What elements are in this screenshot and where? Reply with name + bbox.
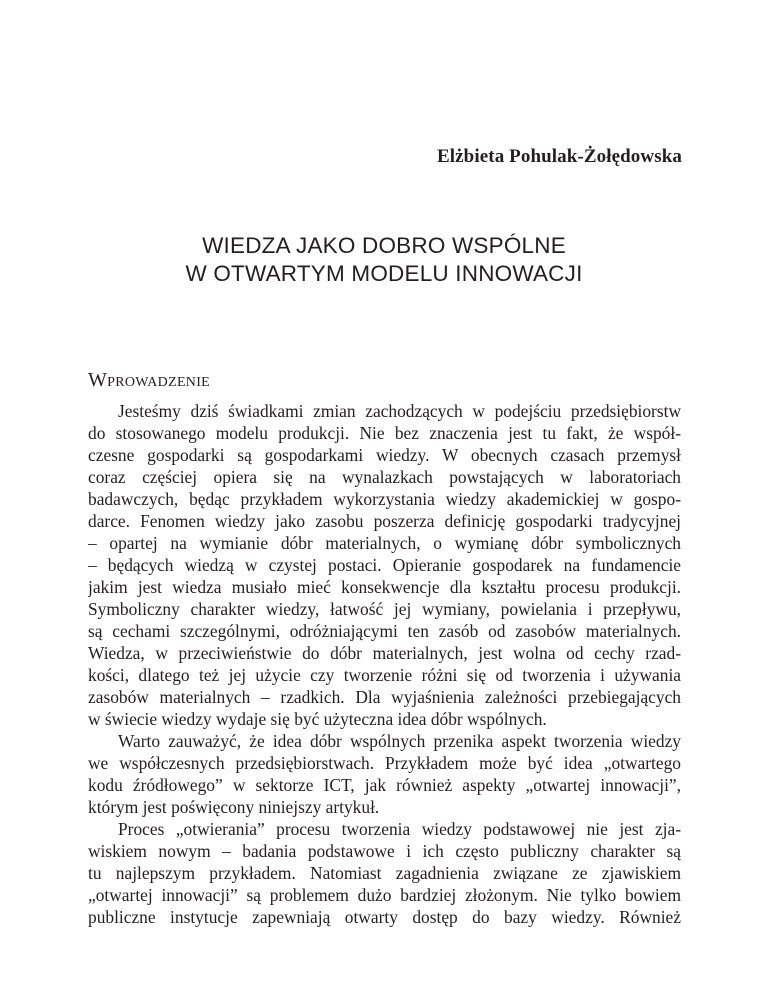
- text-line: wiskiem nowym – badania podstawowe i ich często publiczny charakter są: [88, 841, 681, 861]
- text-line: – będących wiedzą w czystej postaci. Opieranie gospodarek na fundamencie: [88, 555, 681, 575]
- section-heading: Wprowadzenie: [88, 369, 211, 391]
- text-line: „otwartej innowacji” są problemem dużo bardziej złożonym. Nie tylko bowiem: [88, 885, 681, 905]
- text-line: w świecie wiedzy wydaje się być użyteczna idea dóbr wspólnych.: [88, 709, 547, 729]
- chapter-title-line-1: WIEDZA JAKO DOBRO WSPÓLNE: [202, 233, 566, 258]
- text-line: czesne gospodarki są gospodarkami wiedzy. W obecnych czasach przemysł: [88, 445, 681, 465]
- text-line: darce. Fenomen wiedzy jako zasobu poszerza definicję gospodarki tradycyjnej: [88, 511, 681, 531]
- text-line: Symboliczny charakter wiedzy, łatwość jej wymiany, powielania i przepływu,: [88, 599, 681, 619]
- text-line: Warto zauważyć, że idea dóbr wspólnych przenika aspekt tworzenia wiedzy: [118, 731, 681, 751]
- text-line: tu najlepszym przykładem. Natomiast zagadnienia związane ze zjawiskiem: [88, 863, 681, 883]
- text-line: we współczesnych przedsiębiorstwach. Przykładem może być idea „otwartego: [88, 753, 681, 773]
- paragraph: [88, 818, 681, 928]
- text-line: są cechami szczególnymi, odróżniającymi ten zasób od zasobów materialnych.: [88, 621, 681, 641]
- text-line: do stosowanego modelu produkcji. Nie bez znaczenia jest tu fakt, że współ-: [88, 423, 681, 443]
- chapter-title-line-2: W OTWARTYM MODELU INNOWACJI: [185, 261, 583, 286]
- chapter-title: [0, 232, 768, 288]
- text-line: publiczne instytucje zapewniają otwarty dostęp do bazy wiedzy. Również: [88, 907, 681, 927]
- paragraph: [88, 400, 681, 730]
- text-line: kości, dlatego też jej użycie czy tworzenie różni się od tworzenia i używania: [88, 665, 681, 685]
- text-line: badawczych, będąc przykładem wykorzystania wiedzy akademickiej w gospo-: [88, 489, 681, 509]
- author-name: Elżbieta Pohulak-Żołędowska: [437, 146, 682, 167]
- body-text: [88, 400, 681, 928]
- text-line: coraz częściej opiera się na wynalazkach powstających w laboratoriach: [88, 467, 681, 487]
- text-line: kodu źródłowego” w sektorze ICT, jak również aspekty „otwartej innowacji”,: [88, 775, 681, 795]
- text-line: Wiedza, w przeciwieństwie do dóbr materialnych, jest wolna od cechy rzad-: [88, 643, 681, 663]
- paragraph: [88, 730, 681, 818]
- text-line: Jesteśmy dziś świadkami zmian zachodzących w podejściu przedsiębiorstw: [118, 401, 681, 421]
- text-line: jakim jest wiedza musiało mieć konsekwencje dla kształtu procesu produkcji.: [88, 577, 681, 597]
- text-line: Proces „otwierania” procesu tworzenia wiedzy podstawowej nie jest zja-: [118, 819, 681, 839]
- text-line: – opartej na wymianie dóbr materialnych, o wymianę dóbr symbolicznych: [88, 533, 681, 553]
- text-line: zasobów materialnych – rzadkich. Dla wyjaśnienia zależności przebiegających: [88, 687, 681, 707]
- text-line: którym jest poświęcony niniejszy artykuł.: [88, 797, 380, 817]
